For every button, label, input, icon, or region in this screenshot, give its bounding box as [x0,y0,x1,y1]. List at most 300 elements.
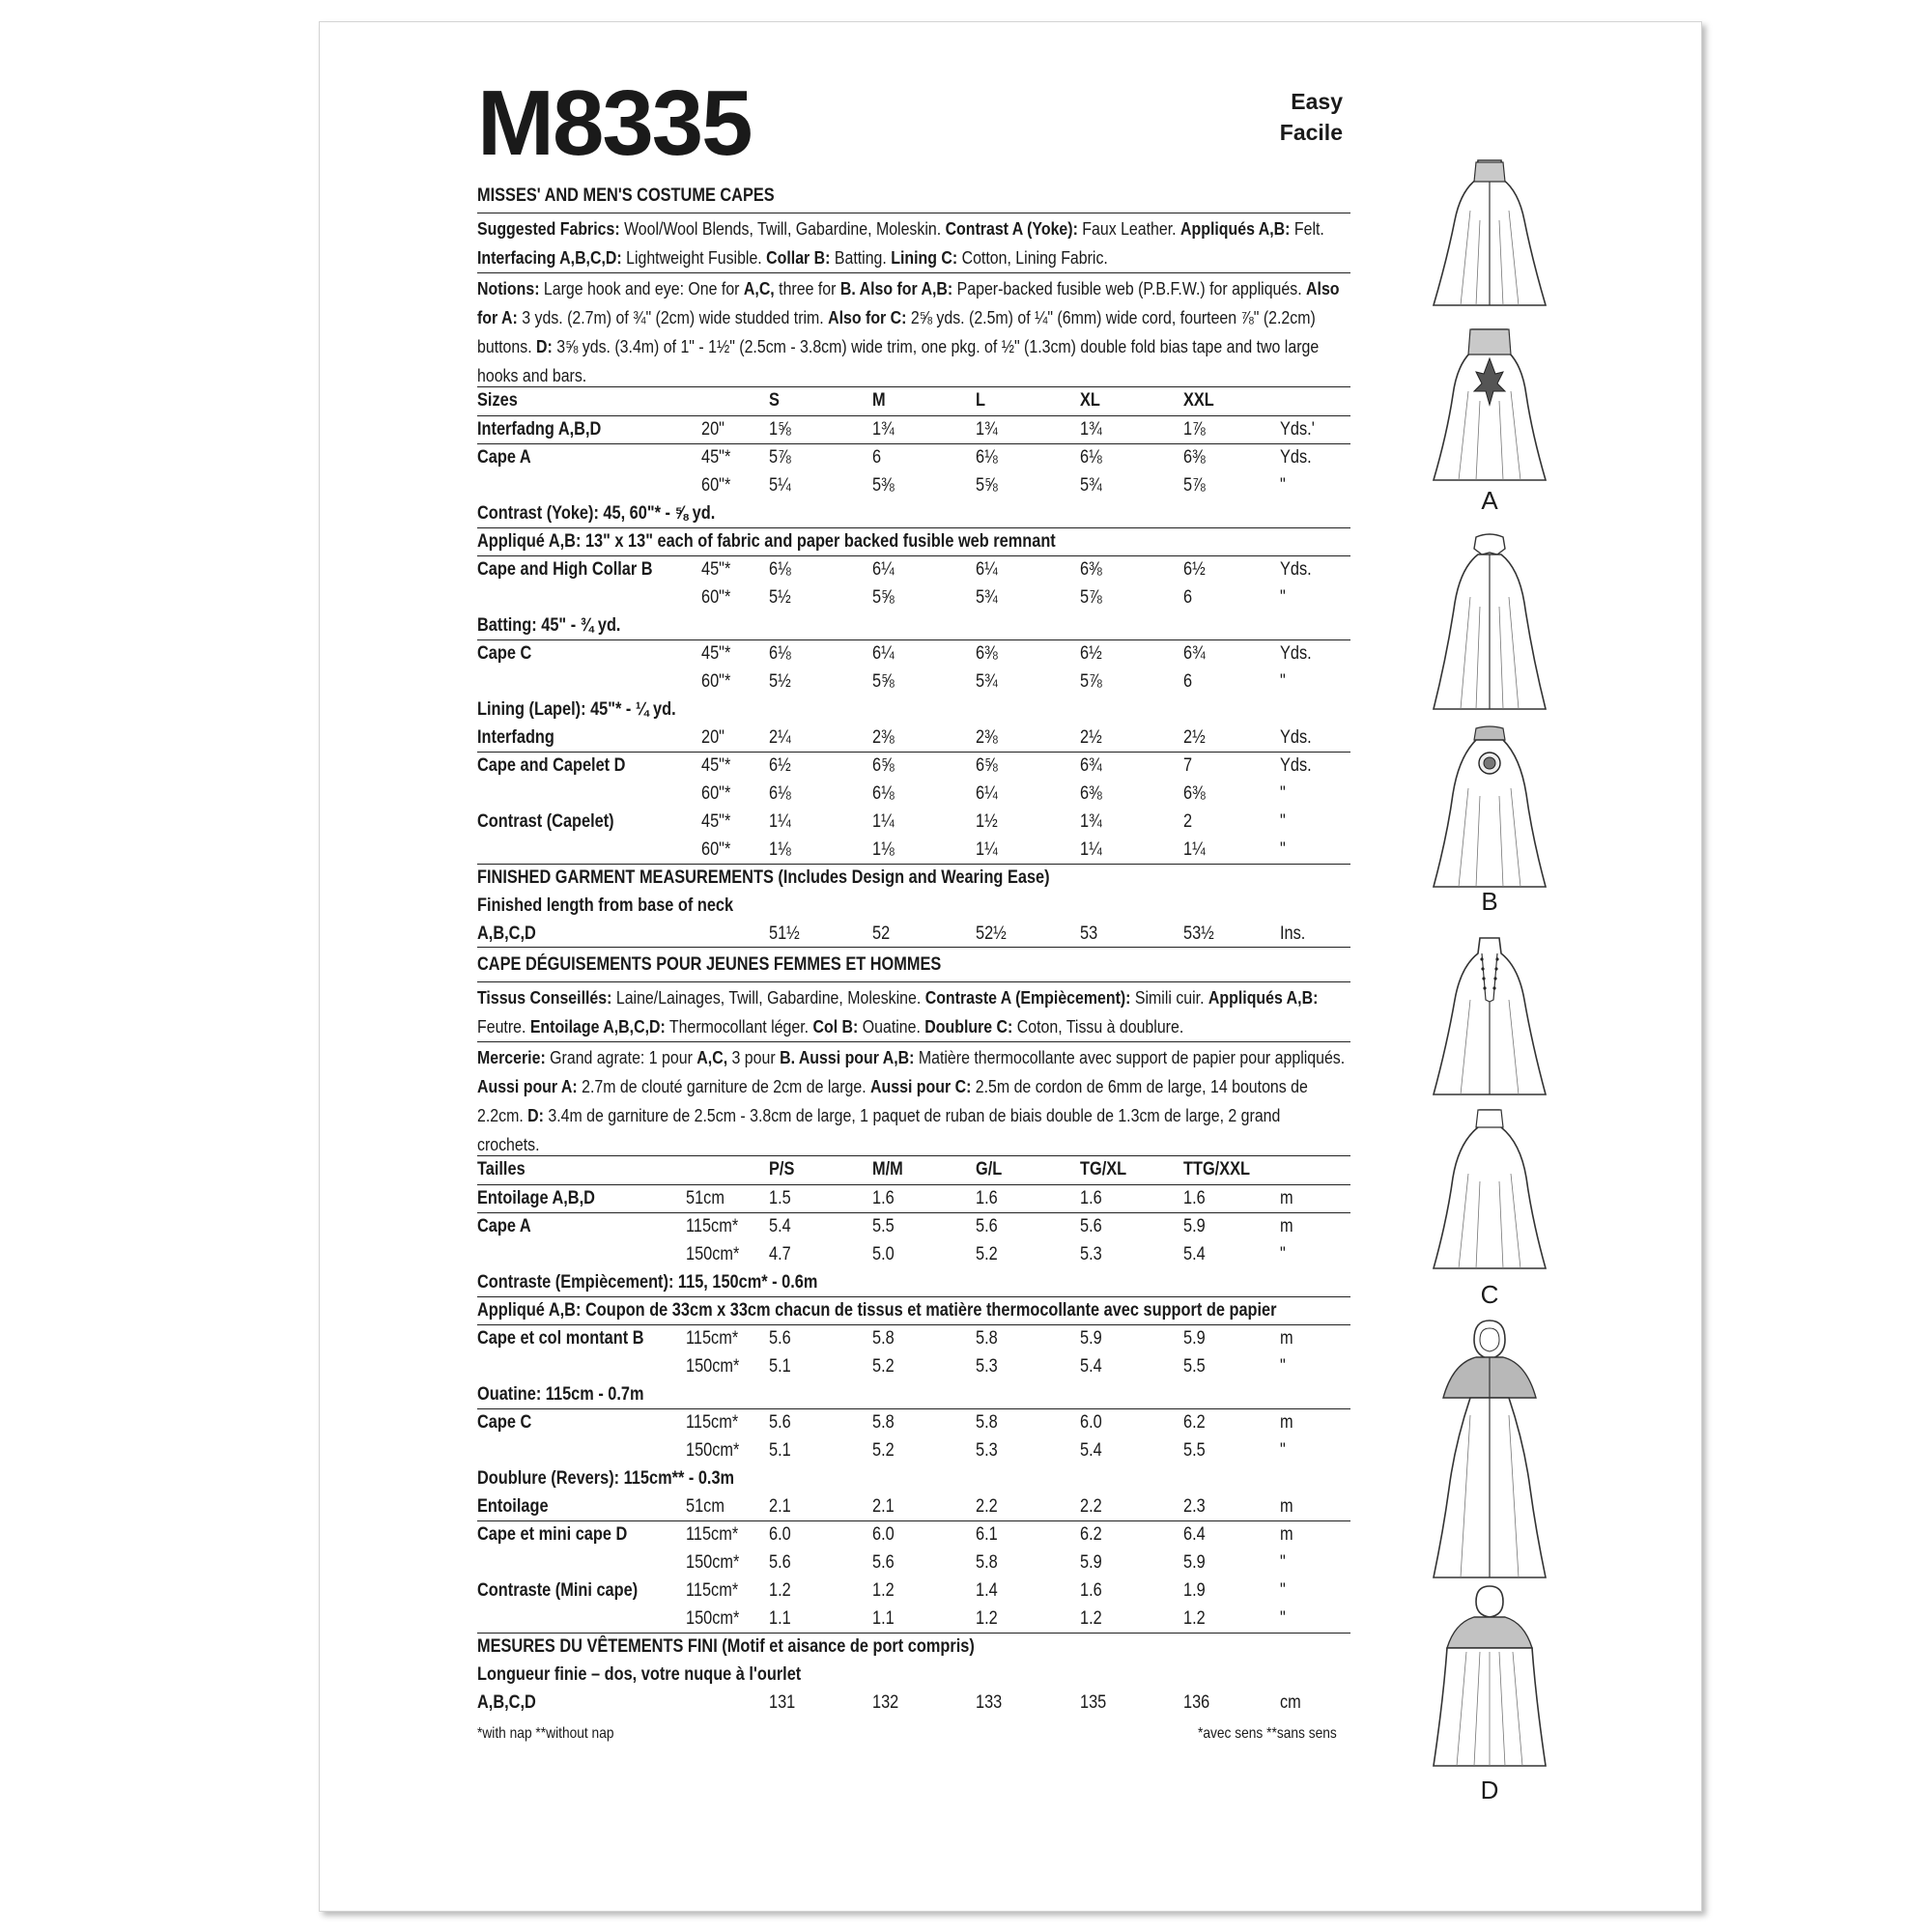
english-value-cell: 1⅛ [769,839,791,860]
english-value-cell: 6½ [769,755,791,776]
english-row-label: Cape and High Collar B [477,559,653,580]
english-value-cell: 1¾ [872,419,895,440]
french-fabric-width: 150cm* [686,1440,740,1461]
bold-term: Entoilage A,B,C,D: [529,1016,666,1037]
english-value-cell: 5¾ [976,587,998,608]
divider-rule [477,752,1350,753]
bold-term: Also for A: [477,278,1340,327]
view-b-front-drawing [1432,529,1548,713]
english-yardage-row [477,699,1350,726]
french-row-label: Cape et col montant B [477,1328,644,1349]
english-value-cell: 1¾ [1080,811,1102,832]
term-text: three for [774,278,840,298]
english-row-label: Cape A [477,447,531,468]
english-value-cell: 1¾ [1080,419,1102,440]
french-yardage-row [477,1496,1350,1523]
french-value-cell: 5.6 [769,1552,791,1573]
bold-term: Collar B: [766,247,831,268]
french-yardage-row [477,1608,1350,1635]
bold-term: A,C, [696,1047,728,1067]
french-value-cell: 1.2 [769,1580,791,1601]
english-row-label: Appliqué A,B: 13" x 13" each of fabric and paper backed fusible web remnant [477,531,1056,552]
french-value-cell: 1.6 [872,1188,895,1208]
term-text: 2⅝ yds. (2.5m) of ¼" (6mm) wide cord, fourteen ⅞" (2.2cm) buttons. [477,307,1316,356]
english-unit: " [1280,587,1286,608]
english-row-label: Contrast (Capelet) [477,811,614,832]
french-yardage-row [477,1412,1350,1439]
view-label-b: B [1481,887,1498,916]
english-yardage-row [477,839,1350,867]
french-value-cell: 6.0 [872,1524,895,1545]
french-unit: m [1280,1328,1293,1349]
french-value-cell: 5.6 [872,1552,895,1573]
english-value-cell: 2⅜ [976,727,998,748]
french-row-label: Cape C [477,1412,532,1433]
english-value-cell: 5⅞ [1183,475,1206,496]
divider-rule [477,1324,1350,1325]
french-yardage-row [477,1552,1350,1579]
english-yardage-row [477,671,1350,698]
view-a-front-drawing [1432,153,1548,307]
french-fabric-width: 150cm* [686,1608,740,1629]
term-text: 2.7m de clouté garniture de 2cm de large. [577,1076,871,1096]
french-value-cell: 5.2 [976,1244,998,1264]
english-yardage-row [477,783,1350,810]
divider-rule [477,1041,1350,1042]
french-value-cell: 5.6 [769,1412,791,1433]
french-value-cell: 5.0 [872,1244,895,1264]
french-value-cell: 5.3 [976,1440,998,1461]
english-yardage-row [477,475,1350,502]
bold-term: A,C, [743,278,775,298]
term-text: Large hook and eye: One for [539,278,744,298]
english-unit: Yds. [1280,755,1312,776]
french-value-cell: 5.9 [1080,1552,1102,1573]
french-value-cell: 6.1 [976,1524,998,1545]
view-d-front-drawing [1432,1319,1548,1579]
english-value-cell: 6⅛ [769,783,791,804]
english-unit: " [1280,839,1286,860]
french-value-cell: 1.1 [872,1608,895,1629]
english-unit: Yds. [1280,447,1312,468]
english-row-label: Interfadng [477,727,554,748]
english-value-cell: 6½ [1183,559,1206,580]
french-sizes-header [477,1159,1350,1186]
french-unit: " [1280,1608,1286,1629]
divider-rule [477,1296,1350,1297]
french-size-5: TTG/XXL [1183,1159,1251,1179]
english-fabric-width: 60"* [701,475,731,496]
term-text: 3 yds. (2.7m) of ¾" (2cm) wide studded trim. [517,307,829,327]
french-value-cell: 5.8 [976,1328,998,1349]
french-fabric-width: 51cm [686,1188,724,1208]
french-value-cell: 5.4 [1080,1440,1102,1461]
french-value-cell: 6.2 [1183,1412,1206,1433]
french-value-cell: 1.6 [976,1188,998,1208]
french-fabric-width: 51cm [686,1496,724,1517]
english-fabric-width: 20" [701,419,724,440]
french-notions [477,1043,1347,1159]
french-value-cell: 5.4 [769,1216,791,1236]
french-unit: " [1280,1552,1286,1573]
french-finished-unit: cm [1280,1692,1301,1713]
english-row-label: Batting: 45" - ¾ yd. [477,615,621,636]
french-value-cell: 5.8 [976,1412,998,1433]
french-row-label: Ouatine: 115cm - 0.7m [477,1384,644,1405]
french-size-1: P/S [769,1159,795,1179]
term-text: 3⅝ yds. (3.4m) of 1" - 1½" (2.5cm - 3.8cm) wide trim, one pkg. of ½" (1.3cm) double fold bias tape and two large hooks and bars. [477,336,1320,385]
french-suggested-fabrics [477,983,1347,1041]
english-sizes-header [477,390,1350,417]
english-value-cell: 1¼ [769,811,791,832]
bold-term: Doublure C: [924,1016,1013,1037]
english-value-cell: 6⅛ [872,783,895,804]
french-finished-value: 133 [976,1692,1003,1713]
bold-term: Notions: [477,278,540,298]
english-value-cell: 1¼ [872,811,895,832]
english-value-cell: 6⅜ [976,643,998,664]
french-value-cell: 1.2 [976,1608,998,1629]
english-fabric-width: 45"* [701,811,731,832]
english-finished-title [477,867,1350,895]
divider-rule [477,272,1350,273]
english-finished-value: 52 [872,923,891,944]
view-label-c: C [1480,1280,1499,1309]
english-yardage-row [477,643,1350,670]
french-yardage-row [477,1524,1350,1551]
english-value-cell: 6⅝ [872,755,895,776]
french-value-cell: 1.6 [1183,1188,1206,1208]
french-unit: m [1280,1216,1293,1236]
french-value-cell: 2.2 [976,1496,998,1517]
english-value-cell: 6⅜ [1080,559,1102,580]
english-unit: Yds. [1280,559,1312,580]
english-size-4: XL [1080,390,1100,411]
french-fabric-width: 150cm* [686,1244,740,1264]
english-fabric-width: 60"* [701,587,731,608]
french-yardage-row [477,1468,1350,1495]
term-text: Grand agrate: 1 pour [545,1047,697,1067]
term-text: Felt. [1290,218,1324,239]
french-value-cell: 6.2 [1080,1524,1102,1545]
french-yardage-row [477,1580,1350,1607]
english-size-1: S [769,390,780,411]
english-row-label: Cape and Capelet D [477,755,626,776]
term-text: Faux Leather. [1077,218,1181,239]
divider-rule [477,981,1350,982]
divider-rule [477,386,1350,387]
english-row-label: Lining (Lapel): 45"* - ¼ yd. [477,699,676,720]
english-value-cell: 5½ [769,671,791,692]
view-c-front-drawing [1432,932,1548,1096]
english-value-cell: 6⅛ [769,643,791,664]
french-footnote: *avec sens **sans sens [1198,1725,1337,1742]
french-row-label: Cape et mini cape D [477,1524,628,1545]
bold-term: Appliqués A,B: [1180,218,1291,239]
english-value-cell: 1¾ [976,419,998,440]
english-value-cell: 1⅞ [1183,419,1206,440]
french-finished-sub-text: Longueur finie – dos, votre nuque à l'ourlet [477,1664,802,1685]
french-value-cell: 1.1 [769,1608,791,1629]
bold-term: Interfacing A,B,C,D: [477,247,622,268]
divider-rule [477,864,1350,865]
bold-term: Also for C: [828,307,907,327]
view-c-back-drawing [1432,1106,1548,1270]
term-text: Matière thermocollante avec support de papier pour appliqués. [914,1047,1346,1067]
english-value-cell: 5⅜ [872,475,895,496]
english-fabric-width: 45"* [701,643,731,664]
french-finished-sub [477,1664,1350,1691]
english-value-cell: 6⅛ [976,447,998,468]
french-value-cell: 1.2 [1080,1608,1102,1629]
term-text: Feutre. [477,1016,530,1037]
view-label-d: D [1480,1776,1499,1804]
french-value-cell: 5.8 [872,1412,895,1433]
french-row-label: Doublure (Revers): 115cm** - 0.3m [477,1468,735,1489]
english-yardage-row [477,559,1350,586]
french-value-cell: 2.3 [1183,1496,1206,1517]
english-fabric-width: 60"* [701,783,731,804]
french-size-2: M/M [872,1159,903,1179]
term-text: Ouatine. [858,1016,925,1037]
bold-term: Col B: [812,1016,859,1037]
french-fabric-width: 150cm* [686,1552,740,1573]
french-row-label: Contraste (Mini cape) [477,1580,639,1601]
divider-rule [477,1633,1350,1634]
english-value-cell: 6¾ [1183,643,1206,664]
french-yardage-row [477,1300,1350,1327]
divider-rule [477,415,1350,416]
english-fabric-width: 60"* [701,671,731,692]
english-unit: " [1280,811,1286,832]
french-value-cell: 5.2 [872,1440,895,1461]
english-value-cell: 6 [872,447,882,468]
french-value-cell: 5.8 [872,1328,895,1349]
english-size-5: XXL [1183,390,1214,411]
french-value-cell: 5.4 [1080,1356,1102,1377]
french-yardage-row [477,1216,1350,1243]
french-value-cell: 6.4 [1183,1524,1206,1545]
french-value-cell: 5.6 [976,1216,998,1236]
view-a-back-drawing [1432,324,1548,483]
english-unit: Yds. [1280,643,1312,664]
view-label-a: A [1481,486,1498,515]
french-value-cell: 5.5 [1183,1440,1206,1461]
french-row-label: Entoilage A,B,D [477,1188,595,1208]
english-value-cell: 6¼ [872,559,895,580]
term-text: Simili cuir. [1130,987,1208,1008]
term-text: Thermocollant léger. [665,1016,813,1037]
bold-term: Mercerie: [477,1047,546,1067]
divider-rule [477,947,1350,948]
english-value-cell: 6 [1183,587,1193,608]
english-fabric-width: 45"* [701,559,731,580]
term-text: 2.5m de cordon de 6mm de large, 14 boutons de 2.2cm. [477,1076,1308,1125]
term-text: Lightweight Fusible. [621,247,767,268]
english-value-cell: 1½ [976,811,998,832]
english-value-cell: 5¼ [769,475,791,496]
divider-rule [477,1212,1350,1213]
bold-term: D: [536,336,553,356]
english-finished-value: 51½ [769,923,800,944]
term-text: Laine/Lainages, Twill, Gabardine, Moleskine. [611,987,925,1008]
english-yardage-row [477,755,1350,782]
french-value-cell: 2.2 [1080,1496,1102,1517]
french-value-cell: 5.2 [872,1356,895,1377]
french-value-cell: 5.6 [769,1328,791,1349]
french-value-cell: 2.1 [872,1496,895,1517]
english-value-cell: 6⅛ [1080,447,1102,468]
french-row-label: Contraste (Empiècement): 115, 150cm* - 0.6m [477,1272,818,1293]
french-row-label: Entoilage [477,1496,549,1517]
french-unit: " [1280,1580,1286,1601]
bold-term: Suggested Fabrics: [477,218,620,239]
english-unit: Yds.' [1280,419,1315,440]
bold-term: D: [527,1105,544,1125]
french-section-title: CAPE DÉGUISEMENTS POUR JEUNES FEMMES ET HOMMES [477,954,942,975]
french-unit: m [1280,1496,1293,1517]
french-finished-value: 136 [1183,1692,1210,1713]
french-finished-value: 132 [872,1692,899,1713]
english-unit: " [1280,783,1286,804]
bold-term: B. Aussi pour A,B: [780,1047,915,1067]
bold-term: Tissus Conseillés: [477,987,612,1008]
french-fabric-width: 115cm* [686,1328,739,1349]
english-value-cell: 5⅝ [976,475,998,496]
english-value-cell: 1¼ [1183,839,1206,860]
english-value-cell: 2¼ [769,727,791,748]
english-value-cell: 1¼ [976,839,998,860]
english-value-cell: 6½ [1080,643,1102,664]
divider-rule [477,1520,1350,1521]
english-yardage-row [477,503,1350,530]
english-value-cell: 6¼ [976,559,998,580]
french-value-cell: 5.3 [976,1356,998,1377]
english-value-cell: 1⅛ [872,839,895,860]
divider-rule [477,555,1350,556]
english-value-cell: 7 [1183,755,1193,776]
english-unit: " [1280,671,1286,692]
english-sizes-label: Sizes [477,390,518,411]
english-value-cell: 2 [1183,811,1193,832]
english-yardage-row [477,447,1350,474]
english-finished-value: 52½ [976,923,1007,944]
english-value-cell: 6⅜ [1183,783,1206,804]
divider-rule [477,443,1350,444]
french-value-cell: 5.5 [1183,1356,1206,1377]
french-value-cell: 1.6 [1080,1580,1102,1601]
french-value-cell: 5.9 [1080,1328,1102,1349]
english-value-cell: 6⅜ [1183,447,1206,468]
french-value-cell: 6.0 [769,1524,791,1545]
french-yardage-row [477,1244,1350,1271]
english-value-cell: 6⅛ [769,559,791,580]
bold-term: Aussi pour C: [870,1076,972,1096]
french-fabric-width: 115cm* [686,1216,739,1236]
english-yardage-row [477,727,1350,754]
french-value-cell: 1.2 [872,1580,895,1601]
english-finished-value: 53 [1080,923,1098,944]
french-value-cell: 5.6 [1080,1216,1102,1236]
term-text: 3.4m de garniture de 2.5cm - 3.8cm de large, 1 paquet de ruban de biais double de 1.3cm de large, 2 grand crochets. [477,1105,1281,1154]
bold-term: Lining C: [891,247,958,268]
french-finished-title [477,1636,1350,1663]
english-value-cell: 5⅞ [1080,671,1102,692]
french-finished-label: A,B,C,D [477,1692,536,1713]
english-yardage-row [477,615,1350,642]
english-finished-sub [477,895,1350,923]
term-text: Cotton, Lining Fabric. [957,247,1108,268]
english-yardage-row [477,587,1350,614]
french-value-cell: 1.6 [1080,1188,1102,1208]
french-size-3: G/L [976,1159,1003,1179]
english-value-cell: 6¼ [872,643,895,664]
french-value-cell: 4.7 [769,1244,791,1264]
english-value-cell: 1¼ [1080,839,1102,860]
english-value-cell: 6¾ [1080,755,1102,776]
french-fabric-width: 115cm* [686,1412,739,1433]
english-fabric-width: 60"* [701,839,731,860]
divider-rule [477,1184,1350,1185]
english-footnote: *with nap **without nap [477,1725,614,1742]
english-value-cell: 5⅝ [872,587,895,608]
term-text: Paper-backed fusible web (P.B.F.W.) for appliqués. [952,278,1307,298]
english-section-title: MISSES' AND MEN'S COSTUME CAPES [477,185,775,206]
french-value-cell: 5.3 [1080,1244,1102,1264]
french-yardage-row [477,1328,1350,1355]
french-value-cell: 5.1 [769,1440,791,1461]
french-unit: m [1280,1412,1293,1433]
english-value-cell: 5⅞ [769,447,791,468]
term-text: 3 pour [727,1047,781,1067]
english-row-label: Cape C [477,643,532,664]
pattern-number: M8335 [477,71,752,175]
bold-term: Contraste A (Empiècement): [924,987,1131,1008]
french-yardage-row [477,1188,1350,1215]
english-value-cell: 6⅝ [976,755,998,776]
french-value-cell: 1.4 [976,1580,998,1601]
english-yardage-row [477,531,1350,558]
french-unit: " [1280,1244,1286,1264]
difficulty-en: Easy [1291,89,1343,114]
french-yardage-row [477,1272,1350,1299]
english-suggested-fabrics [477,214,1347,272]
french-fabric-width: 115cm* [686,1524,739,1545]
french-size-4: TG/XL [1080,1159,1127,1179]
english-yardage-row [477,419,1350,446]
english-value-cell: 1⅝ [769,419,791,440]
french-value-cell: 1.2 [1183,1608,1206,1629]
divider-rule [477,1408,1350,1409]
english-row-label: Interfadng A,B,D [477,419,602,440]
english-row-label: Contrast (Yoke): 45, 60"* - ⅝ yd. [477,503,716,524]
english-finished-sub-text: Finished length from base of neck [477,895,734,916]
french-row-label: Appliqué A,B: Coupon de 33cm x 33cm chacun de tissus et matière thermocollante avec support de papier [477,1300,1277,1321]
english-value-cell: 5¾ [1080,475,1102,496]
french-value-cell: 5.5 [872,1216,895,1236]
english-unit: " [1280,475,1286,496]
french-value-cell: 5.4 [1183,1244,1206,1264]
english-value-cell: 2⅜ [872,727,895,748]
french-value-cell: 5.9 [1183,1328,1206,1349]
french-value-cell: 1.5 [769,1188,791,1208]
view-d-back-drawing [1432,1584,1548,1768]
french-yardage-row [477,1356,1350,1383]
english-fabric-width: 45"* [701,755,731,776]
english-size-3: L [976,390,985,411]
english-yardage-row [477,811,1350,838]
french-fabric-width: 150cm* [686,1356,740,1377]
